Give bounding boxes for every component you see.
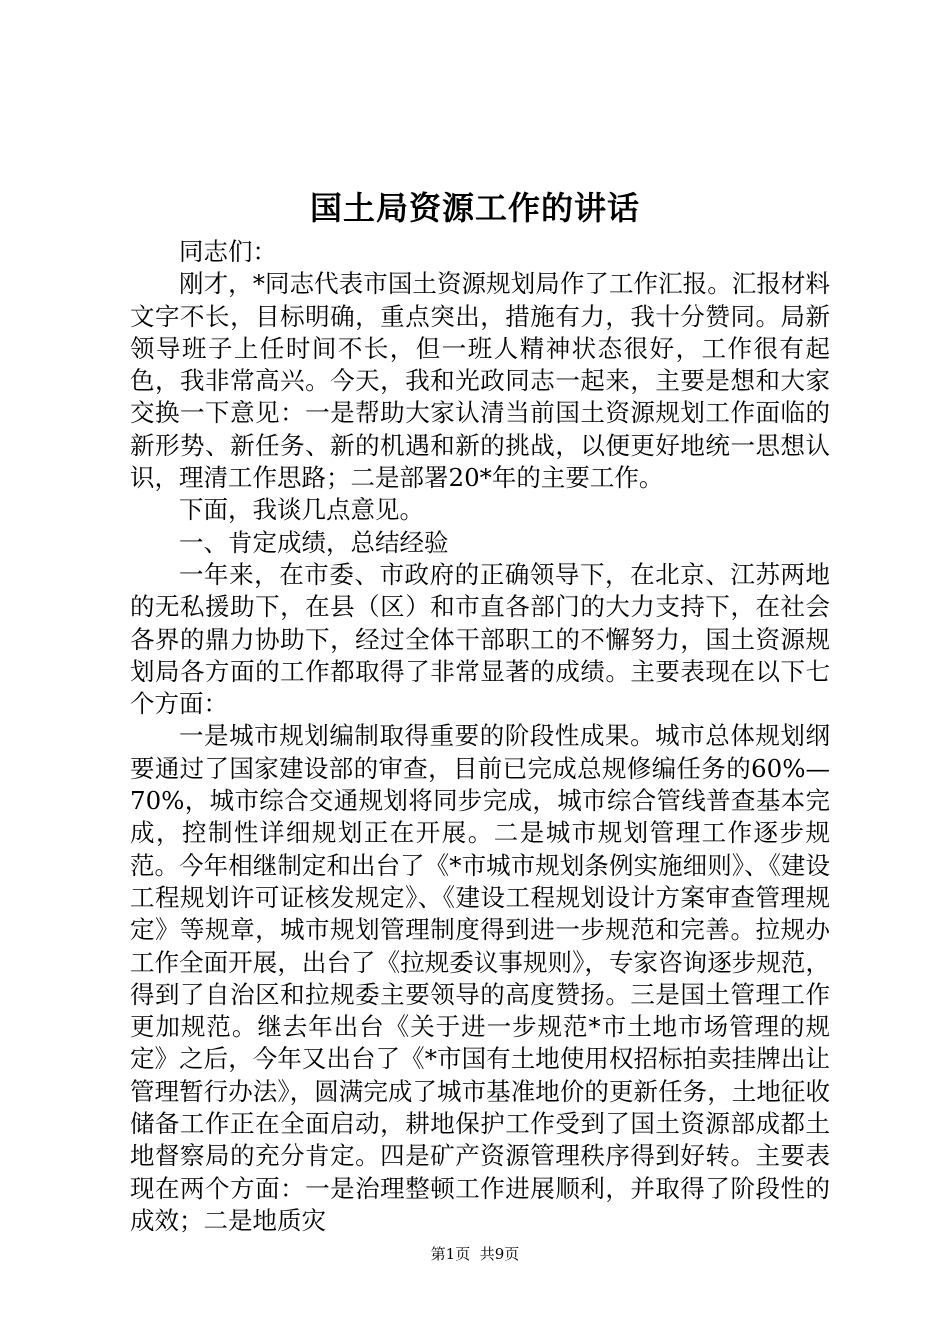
page-total: 共9页: [479, 1245, 520, 1263]
salutation: 同志们：: [179, 237, 277, 266]
section-heading-1: 一、肯定成绩，总结经验: [179, 527, 449, 557]
document-body: [130, 236, 830, 1237]
paragraph-opening: 刚才，*同志代表市国土资源规划局作了工作汇报。汇报材料文字不长，目标明确，重点突出，措施有力，我十分赞同。局新领导班子上任时间不长，但一班人精神状态很好，工作很有起色，我非常高兴。今天，我和光政同志一起来，主要是想和大家交换一下意见：一是帮助大家认清当前国土资源规划工作面临的新形势、新任务、新的机遇和新的挑战，以便更好地统一思想认识，理清工作思路；二是部署20*年的主要工作。: [130, 269, 830, 493]
paragraph-achievements-intro: 一年来，在市委、市政府的正确领导下，在北京、江苏两地的无私援助下，在县（区）和市直各部门的大力支持下，在社会各界的鼎力协助下，经过全体干部职工的不懈努力，国土资源规划局各方面的工作都取得了非常显著的成绩。主要表现在以下七个方面：: [130, 559, 830, 719]
paragraph-achievements-detail: 一是城市规划编制取得重要的阶段性成果。城市总体规划纲要通过了国家建设部的审查，目前已完成总规修编任务的60%—70%，城市综合交通规划将同步完成，城市综合管线普查基本完成，控制性详细规划正在开展。二是城市规划管理工作逐步规范。今年相继制定和出台了《*市城市规划条例实施细则》、《建设工程规划许可证核发规定》、《建设工程规划设计方案审查管理规定》等规章，城市规划管理制度得到进一步规范和完善。拉规办工作全面开展，出台了《拉规委议事规则》，专家咨询逐步规范，得到了自治区和拉规委主要领导的高度赞扬。三是国土管理工作更加规范。继去年出台《关于进一步规范*市土地市场管理的规定》之后，今年又出台了《*市国有土地使用权招标拍卖挂牌出让管理暂行办法》，圆满完成了城市基准地价的更新任务，土地征收储备工作正在全面启动，耕地保护工作受到了国土资源部成都土地督察局的充分肯定。四是矿产资源管理秩序得到好转。主要表现在两个方面：一是治理整顿工作进展顺利，并取得了阶段性的成效；二是地质灾: [130, 721, 830, 1235]
document-title: 国土局资源工作的讲话: [309, 189, 640, 227]
page-footer: [0, 1244, 950, 1264]
paragraph-transition: 下面，我谈几点意见。: [179, 495, 424, 525]
page-number: 第1页: [430, 1245, 471, 1263]
